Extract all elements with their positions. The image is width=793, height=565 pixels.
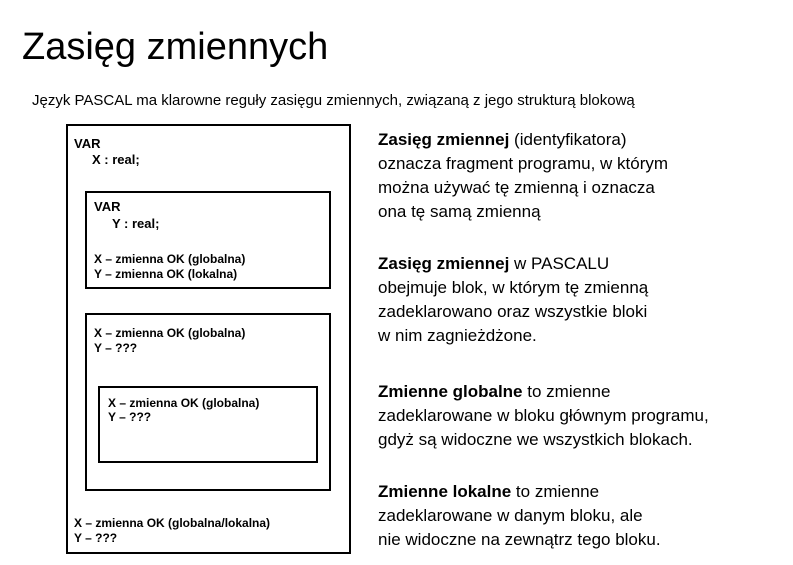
paragraph-line: zadeklarowano oraz wszystkie bloki [378, 302, 648, 321]
block2-x-status: X – zmienna OK (globalna) [94, 326, 246, 340]
block2-y-status: Y – ??? [94, 341, 138, 355]
block1-var-keyword: VAR [94, 199, 121, 214]
slide-title: Zasięg zmiennych [22, 26, 329, 68]
paragraph-lead: Zmienne lokalne [378, 482, 512, 501]
block3-y-status: Y – ??? [108, 410, 152, 424]
paragraph-line: obejmuje blok, w którym tę zmienną [378, 278, 649, 297]
paragraph-line: zadeklarowane w bloku głównym programu, [378, 406, 709, 425]
paragraph-global-variables [378, 380, 709, 452]
block3-x-status: X – zmienna OK (globalna) [108, 396, 260, 410]
paragraph-lead: Zasięg zmiennej [378, 254, 510, 273]
slide-subtitle: Język PASCAL ma klarowne reguły zasięgu zmiennych, związaną z jego strukturą blokową [32, 92, 635, 109]
paragraph-line: w PASCALU [509, 254, 610, 273]
outer-y-status: Y – ??? [74, 531, 118, 545]
paragraph-line: ona tę samą zmienną [378, 202, 541, 221]
outer-declaration: X : real; [92, 152, 140, 167]
outer-x-status: X – zmienna OK (globalna/lokalna) [74, 516, 271, 530]
paragraph-line: gdyż są widoczne we wszystkich blokach. [378, 430, 693, 449]
block1-x-status: X – zmienna OK (globalna) [94, 252, 246, 266]
paragraph-lead: Zmienne globalne [378, 382, 523, 401]
outer-var-keyword: VAR [74, 136, 101, 151]
paragraph-line: w nim zagnieżdżone. [378, 326, 537, 345]
paragraph-pascal-scope [378, 252, 648, 348]
paragraph-scope-definition [378, 128, 668, 224]
paragraph-line: zadeklarowane w danym bloku, ale [378, 506, 643, 525]
paragraph-line: można używać tę zmienną i oznacza [378, 178, 655, 197]
paragraph-line: to zmienne [522, 382, 611, 401]
paragraph-line: to zmienne [511, 482, 600, 501]
block1-declaration: Y : real; [112, 216, 160, 231]
paragraph-line: oznacza fragment programu, w którym [378, 154, 669, 173]
paragraph-line: (identyfikatora) [509, 130, 627, 149]
paragraph-lead: Zasięg zmiennej [378, 130, 510, 149]
paragraph-local-variables [378, 480, 661, 552]
block1-y-status: Y – zmienna OK (lokalna) [94, 267, 238, 281]
paragraph-line: nie widoczne na zewnątrz tego bloku. [378, 530, 661, 549]
